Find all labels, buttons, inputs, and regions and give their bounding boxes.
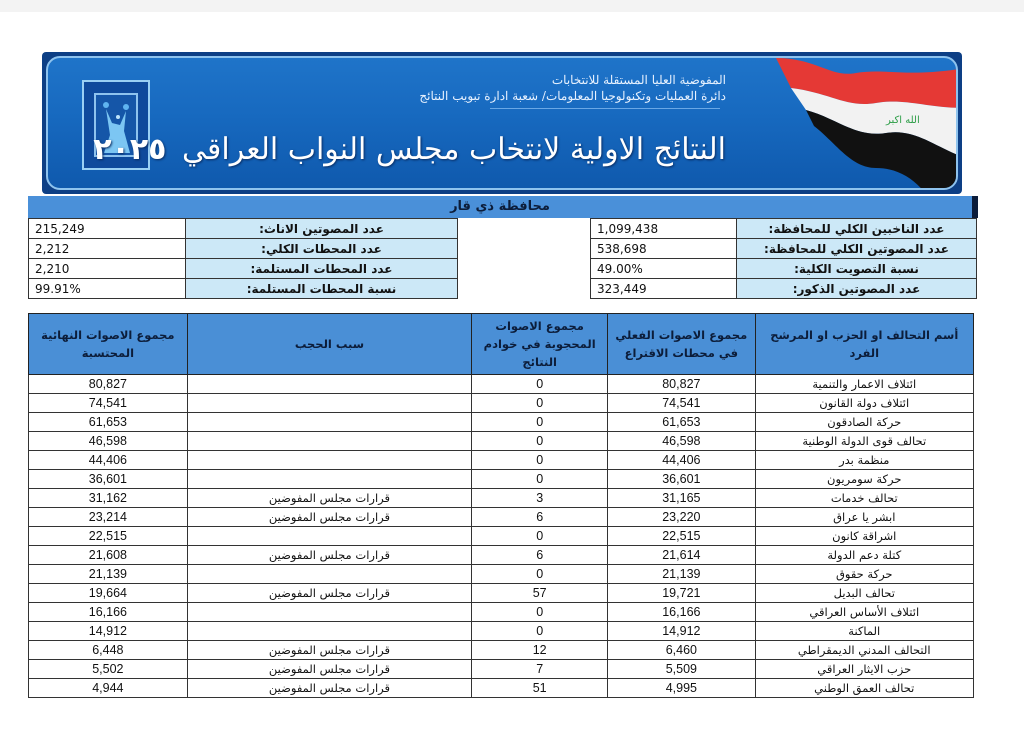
col-header-withhold-reason: سبب الحجب <box>187 314 471 375</box>
table-row <box>29 679 974 698</box>
results-table <box>28 313 974 698</box>
party-name-cell: تحالف العمق الوطني <box>755 679 973 698</box>
summary-left-row <box>29 219 458 239</box>
summary-left-value: 2,210 <box>29 259 186 279</box>
summary-right-label: عدد الناخبين الكلي للمحافظة: <box>737 219 977 239</box>
withhold-reason-cell: قرارات مجلس المفوضين <box>187 508 471 527</box>
banner-panel <box>46 56 958 190</box>
col-header-raw-votes: مجموع الاصوات الفعلي في محطات الاقتراع <box>608 314 755 375</box>
withhold-reason-cell: قرارات مجلس المفوضين <box>187 679 471 698</box>
final-votes-cell: 44,406 <box>29 451 188 470</box>
withhold-reason-cell <box>187 622 471 641</box>
party-name-cell: تحالف قوى الدولة الوطنية <box>755 432 973 451</box>
results-header-row <box>29 314 974 375</box>
withheld-votes-cell: 51 <box>472 679 608 698</box>
party-name-cell: تحالف البديل <box>755 584 973 603</box>
final-votes-cell: 36,601 <box>29 470 188 489</box>
banner-divider <box>490 108 720 109</box>
flag-text: الله اكبر <box>886 115 920 126</box>
top-strip <box>0 0 1024 12</box>
withhold-reason-cell <box>187 394 471 413</box>
withhold-reason-cell <box>187 375 471 394</box>
raw-votes-cell: 31,165 <box>608 489 755 508</box>
table-row <box>29 470 974 489</box>
withheld-votes-cell: 0 <box>472 413 608 432</box>
summary-right-row <box>591 239 977 259</box>
summary-left-table <box>28 218 458 299</box>
summary-left-row <box>29 279 458 299</box>
withheld-votes-cell: 0 <box>472 527 608 546</box>
party-name-cell: حركة الصادقون <box>755 413 973 432</box>
party-name-cell: ائتلاف الأساس العراقي <box>755 603 973 622</box>
raw-votes-cell: 19,721 <box>608 584 755 603</box>
party-name-cell: التحالف المدني الديمقراطي <box>755 641 973 660</box>
withheld-votes-cell: 57 <box>472 584 608 603</box>
summary-right-value: 538,698 <box>591 239 737 259</box>
withhold-reason-cell <box>187 413 471 432</box>
raw-votes-cell: 16,166 <box>608 603 755 622</box>
party-name-cell: ائتلاف دولة القانون <box>755 394 973 413</box>
final-votes-cell: 80,827 <box>29 375 188 394</box>
final-votes-cell: 46,598 <box>29 432 188 451</box>
party-name-cell: حركة سومريون <box>755 470 973 489</box>
col-header-withheld-votes: مجموع الاصوات المحجوبة في خوادم النتائج <box>472 314 608 375</box>
summary-left-row <box>29 259 458 279</box>
raw-votes-cell: 14,912 <box>608 622 755 641</box>
table-row <box>29 527 974 546</box>
summary-right-value: 323,449 <box>591 279 737 299</box>
table-row <box>29 451 974 470</box>
col-header-name: أسم التحالف او الحزب او المرشح الفرد <box>755 314 973 375</box>
withhold-reason-cell <box>187 527 471 546</box>
summary-right-table <box>590 218 977 299</box>
table-row <box>29 641 974 660</box>
table-row <box>29 489 974 508</box>
withheld-votes-cell: 0 <box>472 451 608 470</box>
withhold-reason-cell: قرارات مجلس المفوضين <box>187 584 471 603</box>
table-row <box>29 565 974 584</box>
header-banner <box>42 52 962 194</box>
table-row <box>29 546 974 565</box>
table-row <box>29 375 974 394</box>
withhold-reason-cell: قرارات مجلس المفوضين <box>187 641 471 660</box>
withheld-votes-cell: 0 <box>472 432 608 451</box>
withhold-reason-cell <box>187 565 471 584</box>
withhold-reason-cell: قرارات مجلس المفوضين <box>187 660 471 679</box>
raw-votes-cell: 4,995 <box>608 679 755 698</box>
summary-right-row <box>591 279 977 299</box>
title-text: النتائج الاولية لانتخاب مجلس النواب العراقي <box>182 132 726 167</box>
raw-votes-cell: 46,598 <box>608 432 755 451</box>
summary-right-row <box>591 219 977 239</box>
withheld-votes-cell: 6 <box>472 546 608 565</box>
summary-left-value: 99.91% <box>29 279 186 299</box>
col-header-final-votes: مجموع الاصوات النهائية المحتسبة <box>29 314 188 375</box>
raw-votes-cell: 23,220 <box>608 508 755 527</box>
org-info <box>419 72 726 104</box>
withheld-votes-cell: 6 <box>472 508 608 527</box>
raw-votes-cell: 74,541 <box>608 394 755 413</box>
table-row <box>29 432 974 451</box>
summary-left-label: عدد المصوتين الاناث: <box>186 219 458 239</box>
table-row <box>29 413 974 432</box>
final-votes-cell: 74,541 <box>29 394 188 413</box>
withhold-reason-cell <box>187 432 471 451</box>
summary-right-label: نسبة التصويت الكلية: <box>737 259 977 279</box>
party-name-cell: منظمة بدر <box>755 451 973 470</box>
raw-votes-cell: 21,139 <box>608 565 755 584</box>
summary-left-label: نسبة المحطات المستلمة: <box>186 279 458 299</box>
party-name-cell: الماكنة <box>755 622 973 641</box>
raw-votes-cell: 36,601 <box>608 470 755 489</box>
summary-left-row <box>29 239 458 259</box>
table-row <box>29 508 974 527</box>
withhold-reason-cell <box>187 603 471 622</box>
summary-right-value: 1,099,438 <box>591 219 737 239</box>
final-votes-cell: 31,162 <box>29 489 188 508</box>
final-votes-cell: 61,653 <box>29 413 188 432</box>
org-line1: المفوضية العليا المستقلة للانتخابات <box>551 73 726 87</box>
final-votes-cell: 4,944 <box>29 679 188 698</box>
party-name-cell: كتلة دعم الدولة <box>755 546 973 565</box>
table-row <box>29 603 974 622</box>
withhold-reason-cell: قرارات مجلس المفوضين <box>187 489 471 508</box>
final-votes-cell: 14,912 <box>29 622 188 641</box>
raw-votes-cell: 6,460 <box>608 641 755 660</box>
withheld-votes-cell: 0 <box>472 622 608 641</box>
withheld-votes-cell: 0 <box>472 375 608 394</box>
withheld-votes-cell: 0 <box>472 470 608 489</box>
final-votes-cell: 21,139 <box>29 565 188 584</box>
withheld-votes-cell: 12 <box>472 641 608 660</box>
final-votes-cell: 21,608 <box>29 546 188 565</box>
raw-votes-cell: 80,827 <box>608 375 755 394</box>
withheld-votes-cell: 3 <box>472 489 608 508</box>
summary-right-value: 49.00% <box>591 259 737 279</box>
final-votes-cell: 22,515 <box>29 527 188 546</box>
withheld-votes-cell: 0 <box>472 565 608 584</box>
withheld-votes-cell: 0 <box>472 603 608 622</box>
title-year: ٢٠٢٥ <box>93 132 167 167</box>
party-name-cell: ابشر يا عراق <box>755 508 973 527</box>
iraq-flag-icon <box>736 56 958 190</box>
summary-left-label: عدد المحطات المستلمة: <box>186 259 458 279</box>
raw-votes-cell: 44,406 <box>608 451 755 470</box>
table-row <box>29 584 974 603</box>
party-name-cell: اشراقة كانون <box>755 527 973 546</box>
page-title <box>93 130 726 170</box>
final-votes-cell: 16,166 <box>29 603 188 622</box>
withhold-reason-cell <box>187 451 471 470</box>
withhold-reason-cell: قرارات مجلس المفوضين <box>187 546 471 565</box>
party-name-cell: حزب الايثار العراقي <box>755 660 973 679</box>
raw-votes-cell: 5,509 <box>608 660 755 679</box>
party-name-cell: ائتلاف الاعمار والتنمية <box>755 375 973 394</box>
summary-left-label: عدد المحطات الكلي: <box>186 239 458 259</box>
raw-votes-cell: 22,515 <box>608 527 755 546</box>
org-line2: دائرة العمليات وتكنولوجيا المعلومات/ شعبة ادارة تبويب النتائج <box>419 89 726 103</box>
final-votes-cell: 23,214 <box>29 508 188 527</box>
table-row <box>29 660 974 679</box>
final-votes-cell: 19,664 <box>29 584 188 603</box>
raw-votes-cell: 61,653 <box>608 413 755 432</box>
party-name-cell: تحالف خدمات <box>755 489 973 508</box>
table-row <box>29 394 974 413</box>
final-votes-cell: 5,502 <box>29 660 188 679</box>
party-name-cell: حركة حقوق <box>755 565 973 584</box>
summary-right-label: عدد المصوتين الذكور: <box>737 279 977 299</box>
final-votes-cell: 6,448 <box>29 641 188 660</box>
withheld-votes-cell: 7 <box>472 660 608 679</box>
province-title: محافظة ذي قار <box>28 196 978 218</box>
summary-left-value: 2,212 <box>29 239 186 259</box>
table-row <box>29 622 974 641</box>
raw-votes-cell: 21,614 <box>608 546 755 565</box>
withheld-votes-cell: 0 <box>472 394 608 413</box>
summary-right-row <box>591 259 977 279</box>
summary-left-value: 215,249 <box>29 219 186 239</box>
withhold-reason-cell <box>187 470 471 489</box>
summary-right-label: عدد المصوتين الكلي للمحافظة: <box>737 239 977 259</box>
